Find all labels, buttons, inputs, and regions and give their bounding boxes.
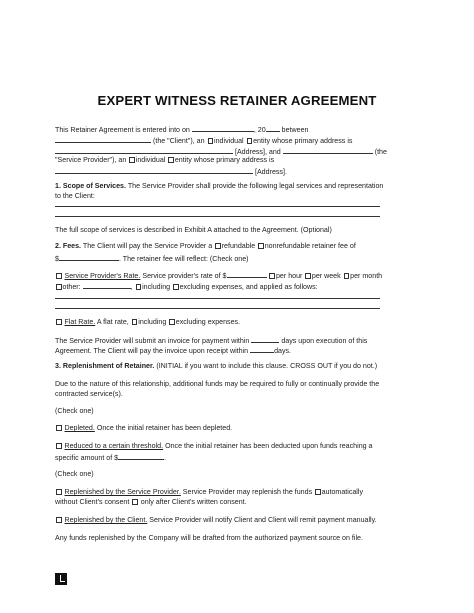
nonrefundable-checkbox[interactable]: [258, 243, 264, 249]
threshold-checkbox[interactable]: [56, 443, 62, 449]
sp-replenish-line-2: without Client's consent only after Client's written consent.: [55, 498, 247, 506]
depleted-line: Depleted. Once the initial retainer has been depleted.: [55, 424, 232, 433]
replenishment-heading: 3. Replenishment of Retainer.: [55, 362, 155, 370]
flat-rate-checkbox[interactable]: [56, 319, 62, 325]
funds-line: Any funds replenished by the Company will be drafted from the authorized payment source on file.: [55, 534, 363, 542]
date-field[interactable]: [192, 124, 254, 132]
invoice-line-2: Agreement. The Client will pay the invoice upon receipt within days.: [55, 347, 292, 355]
retainer-fee-field[interactable]: [59, 253, 119, 261]
client-replenish-line: Replenished by the Client. Service Provider will notify Client and Client will remit payment manually.: [55, 516, 377, 525]
provider-individual-checkbox[interactable]: [129, 157, 135, 163]
full-scope-text: The full scope of services is described in Exhibit A attached to the Agreement. (Optional): [55, 226, 332, 234]
other-line: other: , including excluding expenses, and applied as follows:: [55, 281, 318, 292]
provider-address-field[interactable]: [55, 166, 253, 174]
rate-checkbox[interactable]: [56, 273, 62, 279]
invoice-days-field[interactable]: [251, 335, 279, 343]
refundable-checkbox[interactable]: [215, 243, 221, 249]
per-week-checkbox[interactable]: [305, 273, 311, 279]
applied-field-2[interactable]: [55, 308, 380, 309]
intro-line-4: "Service Provider"), an individual entity whose primary address is: [55, 156, 275, 164]
including-checkbox[interactable]: [136, 284, 142, 290]
intro-line-3: [Address], and (the: [55, 146, 387, 157]
payment-days-field[interactable]: [250, 345, 274, 353]
other-checkbox[interactable]: [56, 284, 62, 290]
depleted-checkbox[interactable]: [56, 425, 62, 431]
year-field[interactable]: [266, 124, 280, 132]
client-replenish-checkbox[interactable]: [56, 517, 62, 523]
check-one-label-2: (Check one): [55, 470, 94, 478]
document-title: EXPERT WITNESS RETAINER AGREEMENT: [97, 93, 377, 108]
sp-replenish-line-1: Replenished by the Service Provider. Service Provider may replenish the funds automatically: [55, 488, 363, 497]
fees-line-2: $ . The retainer fee will reflect: (Check one): [55, 255, 249, 263]
rate-amount-field[interactable]: [227, 270, 267, 278]
scope-field-2[interactable]: [55, 216, 380, 217]
other-field[interactable]: [83, 281, 131, 289]
flat-rate-line: Flat Rate. A flat rate, including excluding expenses.: [55, 318, 240, 327]
fees-heading: 2. Fees.: [55, 242, 82, 250]
provider-entity-checkbox[interactable]: [168, 157, 174, 163]
sp-automatic-checkbox[interactable]: [315, 489, 321, 495]
sp-replenish-checkbox[interactable]: [56, 489, 62, 495]
client-name-field[interactable]: [55, 135, 151, 143]
flat-including-checkbox[interactable]: [132, 319, 138, 325]
client-individual-checkbox[interactable]: [208, 138, 214, 144]
check-one-label-1: (Check one): [55, 407, 94, 415]
provider-name-field[interactable]: [283, 146, 373, 154]
rate-line: Service Provider's Rate. Service provider's rate of $ per hour per week per month: [55, 270, 382, 281]
legal-templates-logo-icon: [55, 573, 67, 585]
threshold-line-2: specific amount of $ .: [55, 454, 167, 462]
scope-heading: 1. Scope of Services.: [55, 182, 126, 190]
flat-excluding-checkbox[interactable]: [169, 319, 175, 325]
applied-field-1[interactable]: [55, 298, 380, 299]
per-hour-checkbox[interactable]: [269, 273, 275, 279]
intro-line-1: This Retainer Agreement is entered into on , 20 between: [55, 126, 309, 134]
sp-only-after-checkbox[interactable]: [132, 499, 138, 505]
due-line-2: contracted service(s).: [55, 390, 123, 398]
excluding-checkbox[interactable]: [173, 284, 179, 290]
threshold-amount-field[interactable]: [118, 452, 164, 460]
client-entity-checkbox[interactable]: [247, 138, 253, 144]
intro-line-5: [Address].: [55, 166, 287, 177]
scope-field-1[interactable]: [55, 206, 380, 207]
scope-line-1: 1. Scope of Services. The Service Provider shall provide the following legal services and representation: [55, 182, 384, 190]
per-month-checkbox[interactable]: [344, 273, 350, 279]
due-line-1: Due to the nature of this relationship, additional funds may be required to fully or continually provide the: [55, 380, 380, 388]
invoice-line-1: The Service Provider will submit an invoice for payment within days upon execution of this: [55, 337, 368, 345]
fees-line-1: 2. Fees. The Client will pay the Service Provider a refundable nonrefundable retainer fee of: [55, 242, 356, 250]
client-address-field[interactable]: [55, 146, 233, 154]
intro-line-2: (the "Client"), an individual entity whose primary address is: [55, 135, 352, 146]
threshold-line-1: Reduced to a certain threshold. Once the initial retainer has been deducted upon funds reaching a: [55, 442, 373, 451]
scope-line-2: to the Client:: [55, 192, 95, 200]
replenishment-line: 3. Replenishment of Retainer. (INITIAL if you want to include this clause. CROSS OUT if you do not.): [55, 362, 378, 370]
